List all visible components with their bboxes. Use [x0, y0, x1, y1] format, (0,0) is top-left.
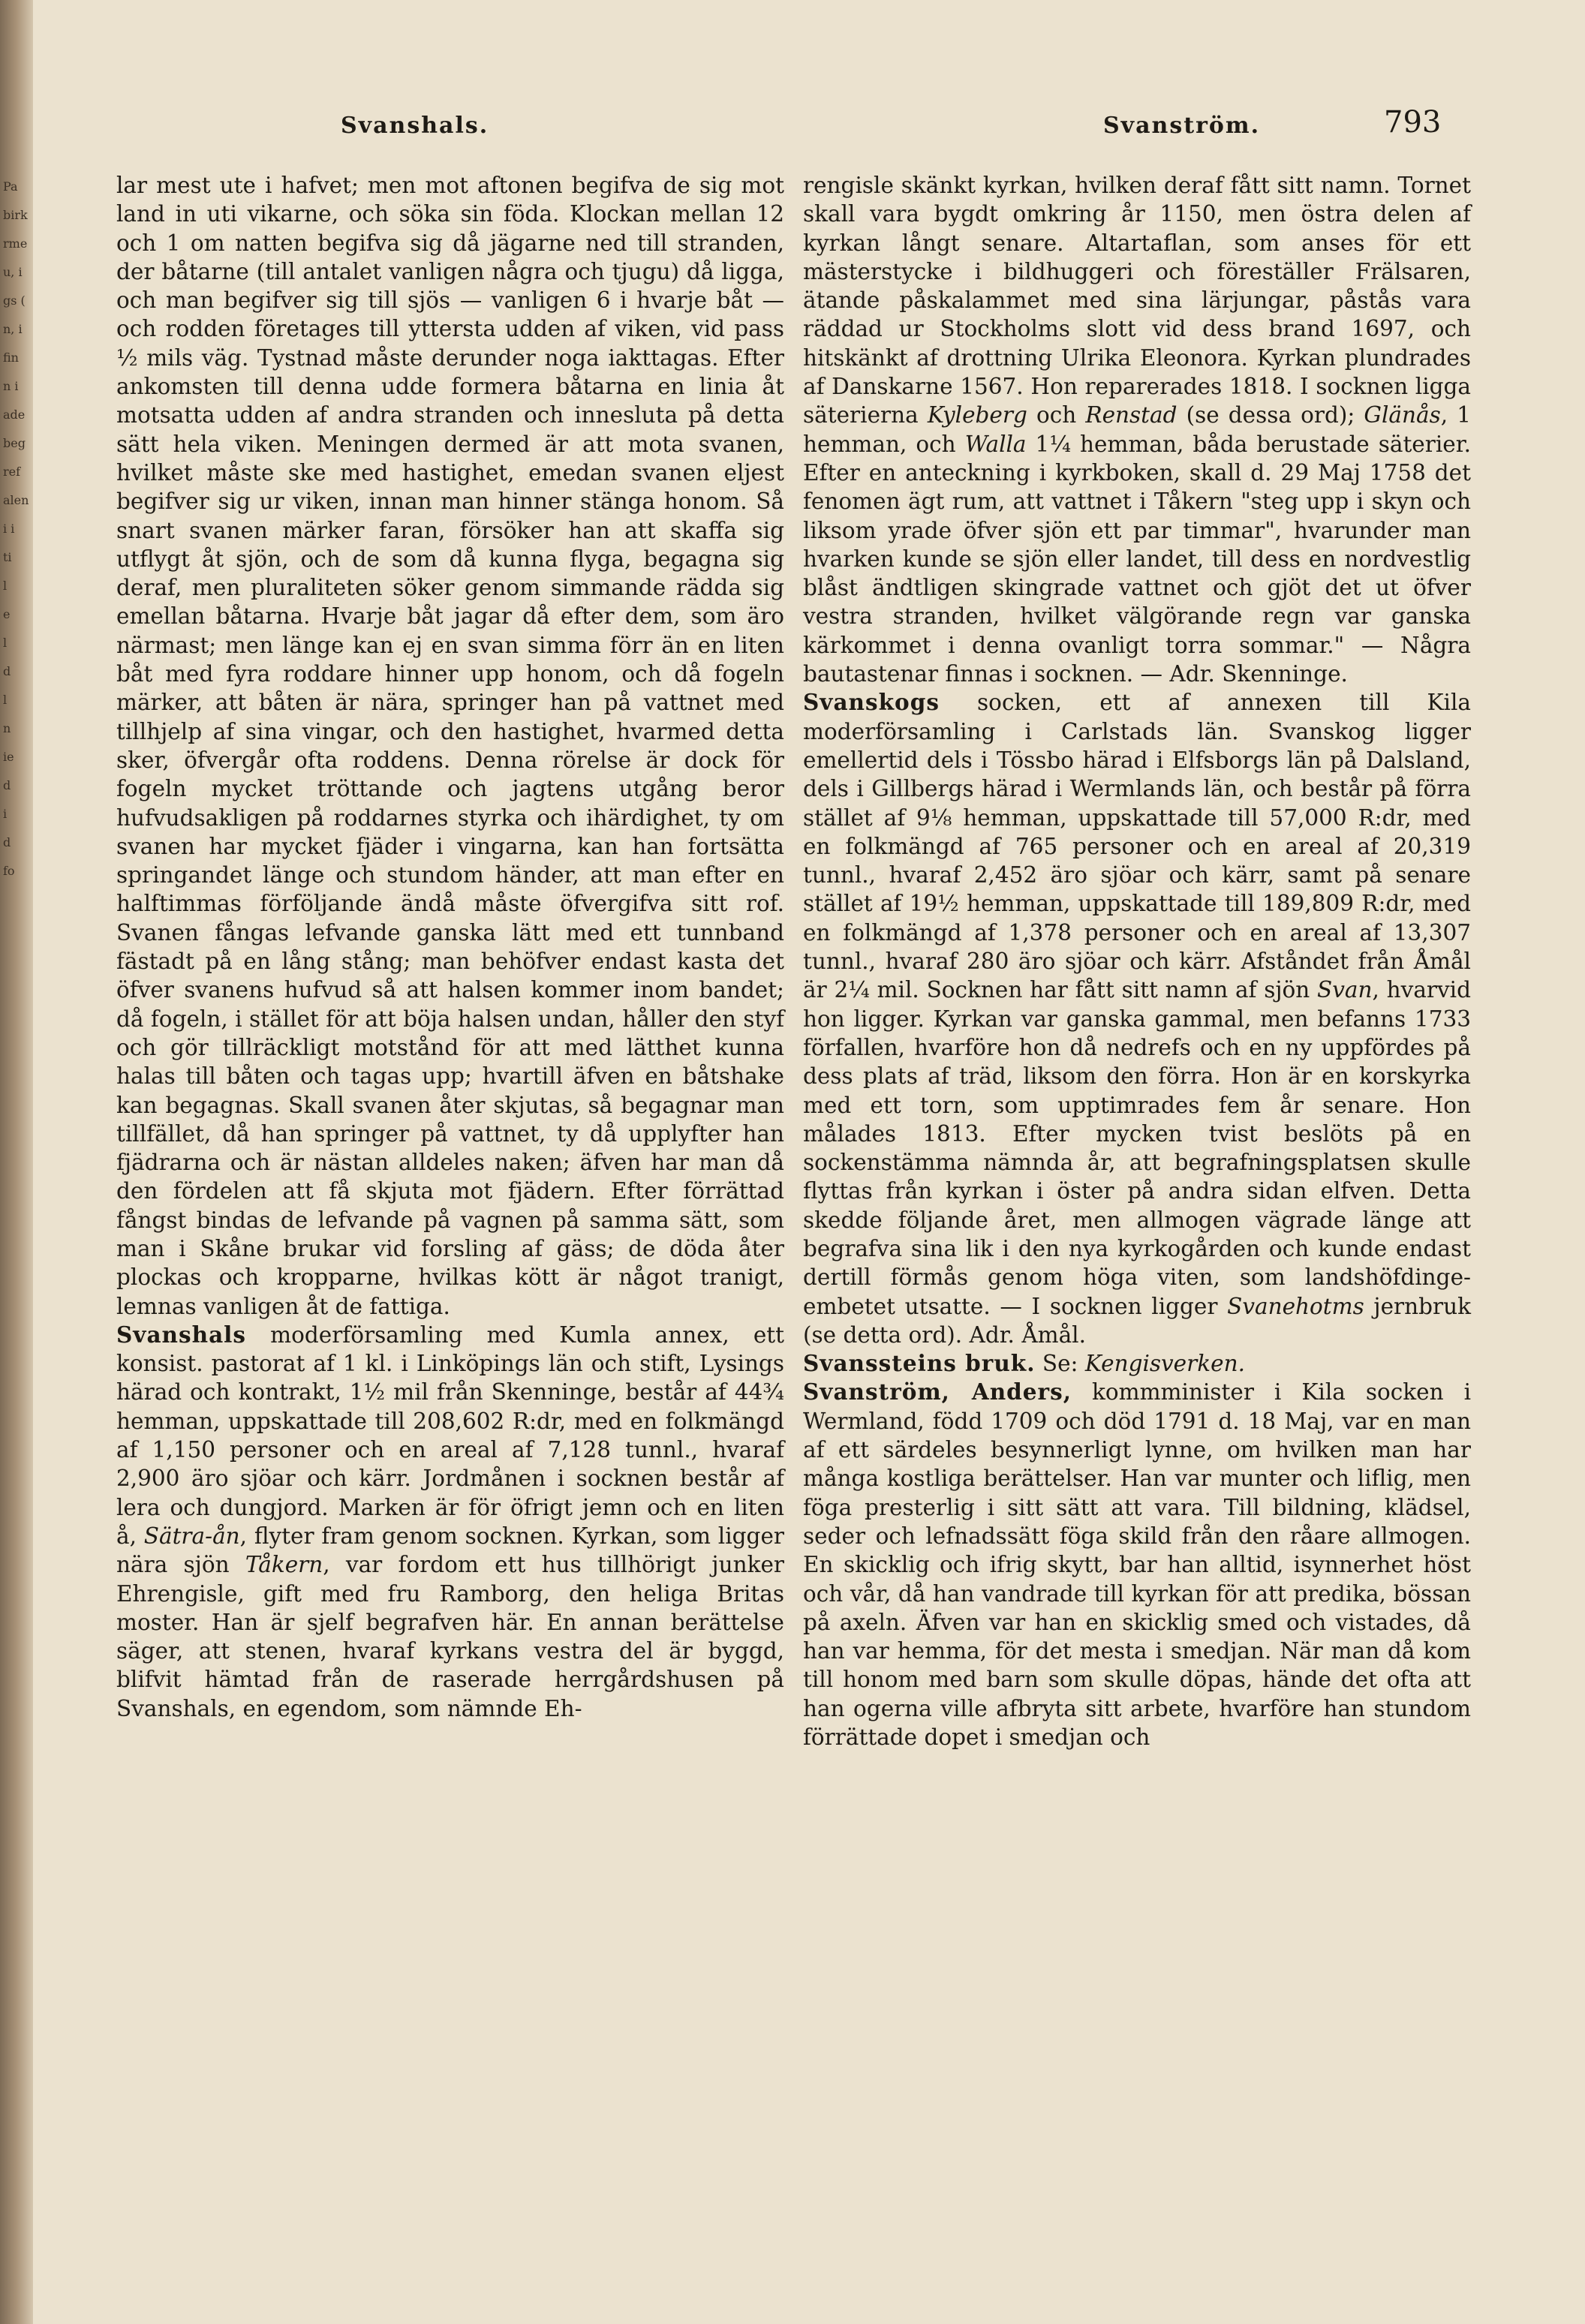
- entry-text: rengisle skänkt kyrkan, hvilken deraf fått sitt namn. Tornet skall vara bygdt omkring år 1150, men östra delen af kyrkan långt senare. Altartaflan, som anses för ett mästerstycke i bildhuggeri och föreställer Frälsaren, ätande påskalammet med sina lärjungar, påstås vara räddad ur Stockholms slott vid dess brand 1697, och hitskänkt af drottning Ulrika Eleonora. Kyrkan plundrades af Danskarne 1567. Hon reparerades 1818. I socknen ligga säterierna: [803, 173, 1471, 428]
- italic-place: Renstad: [1085, 402, 1177, 428]
- entry-text: , flyter fram genom socknen. Kyrkan, som ligger nära sjön: [116, 1523, 785, 1578]
- entry-text: , hvarvid hon ligger. Kyrkan var ganska gammal, men befanns 1733 förfallen, hvarföre hon då nedrefs och en ny uppfördes på dess plats af träd, liksom den förra. Hon är en korskyrka med ett torn, som upptimrades fem år senare. Hon målades 1813. Efter mycken tvist beslöts på en sockenstämma nämnda år, att begrafningsplatsen skulle flyttas från kyrkan i öster på andra sidan elfven. Detta skedde följande året, men allmogen vägrade länge att begrafva sina lik i den nya kyrkogården och kunde endast dertill förmås genom höga viten, som landshöfdinge-embetet utsatte. — I socknen ligger: [803, 977, 1471, 1319]
- entry-text: kommminister i Kila socken i Wermland, född 1709 och död 1791 d. 18 Maj, var en man af ett särdeles besynnerligt lynne, om hvilken man har många kostliga berättelser. Han var munter och liflig, men föga presterlig i sitt sätt att vara. Till bildning, klädsel, seder och lefnadssätt föga skild från den råare allmogen. En skicklig och ifrig skytt, bar han alltid, isynnerhet höst och vår, då han vandrade till kyrkan för att predika, bössan på axeln. Äfven var han en skicklig smed och vistades, då han var hemma, för det mesta i smedjan. När man då kom till honom med barn som skulle döpas, hände det ofta att han ogerna ville afbryta sitt arbete, hvarföre han stundom förrättade dopet i smedjan och: [803, 1379, 1472, 1751]
- right-column: [803, 171, 1471, 1751]
- entry-text: och: [1027, 402, 1086, 428]
- italic-place: Tåkern: [245, 1552, 323, 1578]
- italic-place: Walla: [964, 431, 1027, 457]
- entry-svanskog: [803, 688, 1471, 1349]
- paragraph-continuation: [116, 171, 784, 1321]
- facing-page-fragments: Pa birk rme u, i gs ( n, i fin n i ade beg ref alen i i ti l e l d l n ie d i d fo: [3, 179, 29, 878]
- entry-text: jernbruk (se detta ord). Adr. Åmål.: [803, 1293, 1471, 1348]
- entry-svanstrom: [803, 1378, 1471, 1751]
- entry-text: , var fordom ett hus tillhörigt junker Ehrengisle, gift med fru Ramborg, den heliga Britas moster. Han är sjelf begrafven här. En annan berättelse säger, att stenen, hvaraf kyrkans vestra del är byggd, blifvit hämtad från de raserade herrgårdshusen på Svanshals, en egendom, som nämnde Eh-: [116, 1552, 785, 1721]
- entry-svanssteins: [803, 1349, 1471, 1378]
- entry-text: (se dessa ord);: [1177, 402, 1364, 428]
- running-head-right: Svanström.: [1103, 113, 1261, 139]
- italic-place: Svan: [1317, 977, 1373, 1003]
- entry-svanshals: [116, 1321, 784, 1723]
- paragraph-text: lar mest ute i hafvet; men mot aftonen begifva de sig mot land in uti vikarne, och söka sin föda. Klockan mellan 12 och 1 om natten begifva sig då jägarne ned till stranden, der båtarne (till antalet vanligen några och tjugu) då ligga, och man begifver sig till sjös — vanligen 6 i hvarje båt — och rodden företages till yttersta udden af viken, vid pass ½ mils väg. Tystnad måste derunder noga iakttagas. Efter ankomsten till denna udde formera båtarna en linia åt motsatta udden af andra stranden och innesluta på detta sätt hela viken. Meningen dermed är att mota svanen, hvilket måste ske med hastighet, emedan svanen eljest begifver sig ur viken, innan man hinner stänga honom. Så snart svanen märker faran, försöker han att skaffa sig utflygt åt sjön, och de som då kunna flyga, begagna sig deraf, men pluraliteten söker genom simmande rädda sig emellan båtarna. Hvarje båt jagar då efter dem, som äro närmast; men länge kan ej en svan simma förr än en liten båt med fyra roddare hinner upp honom, och då fogeln märker, att båten är nära, springer han på vattnet med tillhjelp af sina vingar, och den hastighet, hvarmed detta sker, öfvergår ofta roddens. Denna rörelse är dock för fogeln mycket tröttande och jagtens utgång beror hufvudsakligen på roddarnes styrka och ihärdighet, ty om svanen har mycket fjäder i vingarna, kan han fortsätta springandet länge och stundom händer, att man efter en halftimmas förföljande ändå måste öfvergifva sitt rof. Svanen fångas lefvande ganska lätt med ett tunnband fästadt på en lång stång; man behöfver endast kasta det öfver svanens hufvud så att halsen kommer inom bandet; då fogeln, i stället för att böja halsen undan, håller den styf och gör tillräckligt motstånd för att med lätthet kunna halas till båten och tagas upp; hvartill äfven en båtshake kan begagnas. Skall svanen åter skjutas, så begagnar man tillfället, då han springer på vattnet, ty då upplyfter han fjädrarna och är nästan alldeles naken; äfven har man då den fördelen att få skjuta mot fjädern. Efter förrättad fångst bindas de lefvande på vagnen på samma sätt, som man i Skåne brukar vid forsling af gäss; de döda åter plockas och kropparne, hvilkas kött är något tranigt, lemnas vanligen åt de fattiga.: [116, 173, 784, 1319]
- paragraph-continuation: [803, 171, 1471, 688]
- entry-text: moderförsamling med Kumla annex, ett konsist. pastorat af 1 kl. i Linköpings län och stift, Lysings härad och kontrakt, 1½ mil från Skenninge, består af 44¾ hemman, uppskattade till 208,602 R:dr, med en folkmängd af 1,150 personer och en areal af 7,128 tunnl., hvaraf 2,900 äro sjöar och kärr. Jordmånen i socknen består af lera och dungjord. Marken är för öfrigt jemn och en liten å,: [116, 1321, 784, 1549]
- italic-place: Svanehotms: [1227, 1293, 1364, 1319]
- entry-text: 1¼ hemman, båda berustade säterier. Efter en anteckning i kyrkboken, skall d. 29 Maj 1758 det fenomen ägt rum, att vattnet i Tåkern "steg upp i skyn och liksom yrade öfver sjön ett par timmar", hvarunder man hvarken kunde se sjön eller landet, till dess en nordvestlig blåst ändtligen skingrade vattnet och gjöt det ut öfver vestra stranden, hvilket välgörande regn var ganska kärkommet i denna ovanligt torra sommar." — Några bautastenar finnas i socknen. — Adr. Skenninge.: [803, 431, 1471, 687]
- headword: Svanström, Anders,: [803, 1378, 1072, 1406]
- running-head-left: Svanshals.: [341, 113, 489, 139]
- italic-reference: Kengisverken.: [1084, 1351, 1245, 1377]
- headword: Svanskogs: [803, 689, 940, 716]
- page-number: 793: [1384, 105, 1442, 140]
- entry-text: socken, ett af annexen till Kila moderförsamling i Carlstads län. Svanskog ligger emellertid dels i Tössbo härad i Elfsborgs län på Dalsland, dels i Gillbergs härad i Wermlands län, och består på förra stället af 9⅛ hemman, uppskattade till 57,000 R:dr, med en folkmängd af 765 personer och en areal af 20,319 tunnl., hvaraf 2,452 äro sjöar och kärr, samt på senare stället af 19½ hemman, uppskattade till 189,809 R:dr, med en folkmängd af 1,378 personer och en areal af 13,307 tunnl., hvaraf 280 äro sjöar och kärr. Afståndet från Åmål är 2¼ mil. Socknen har fått sitt namn af sjön: [803, 690, 1471, 1003]
- headword: Svanssteins bruk.: [803, 1350, 1036, 1377]
- italic-place: Glänås: [1364, 402, 1441, 428]
- left-column: [116, 171, 784, 1723]
- entry-text: , 1 hemman, och: [803, 402, 1471, 457]
- italic-place: Sätra-ån: [143, 1523, 240, 1549]
- headword: Svanshals: [116, 1321, 246, 1348]
- italic-place: Kyleberg: [927, 402, 1027, 428]
- entry-text: Se:: [1035, 1351, 1085, 1377]
